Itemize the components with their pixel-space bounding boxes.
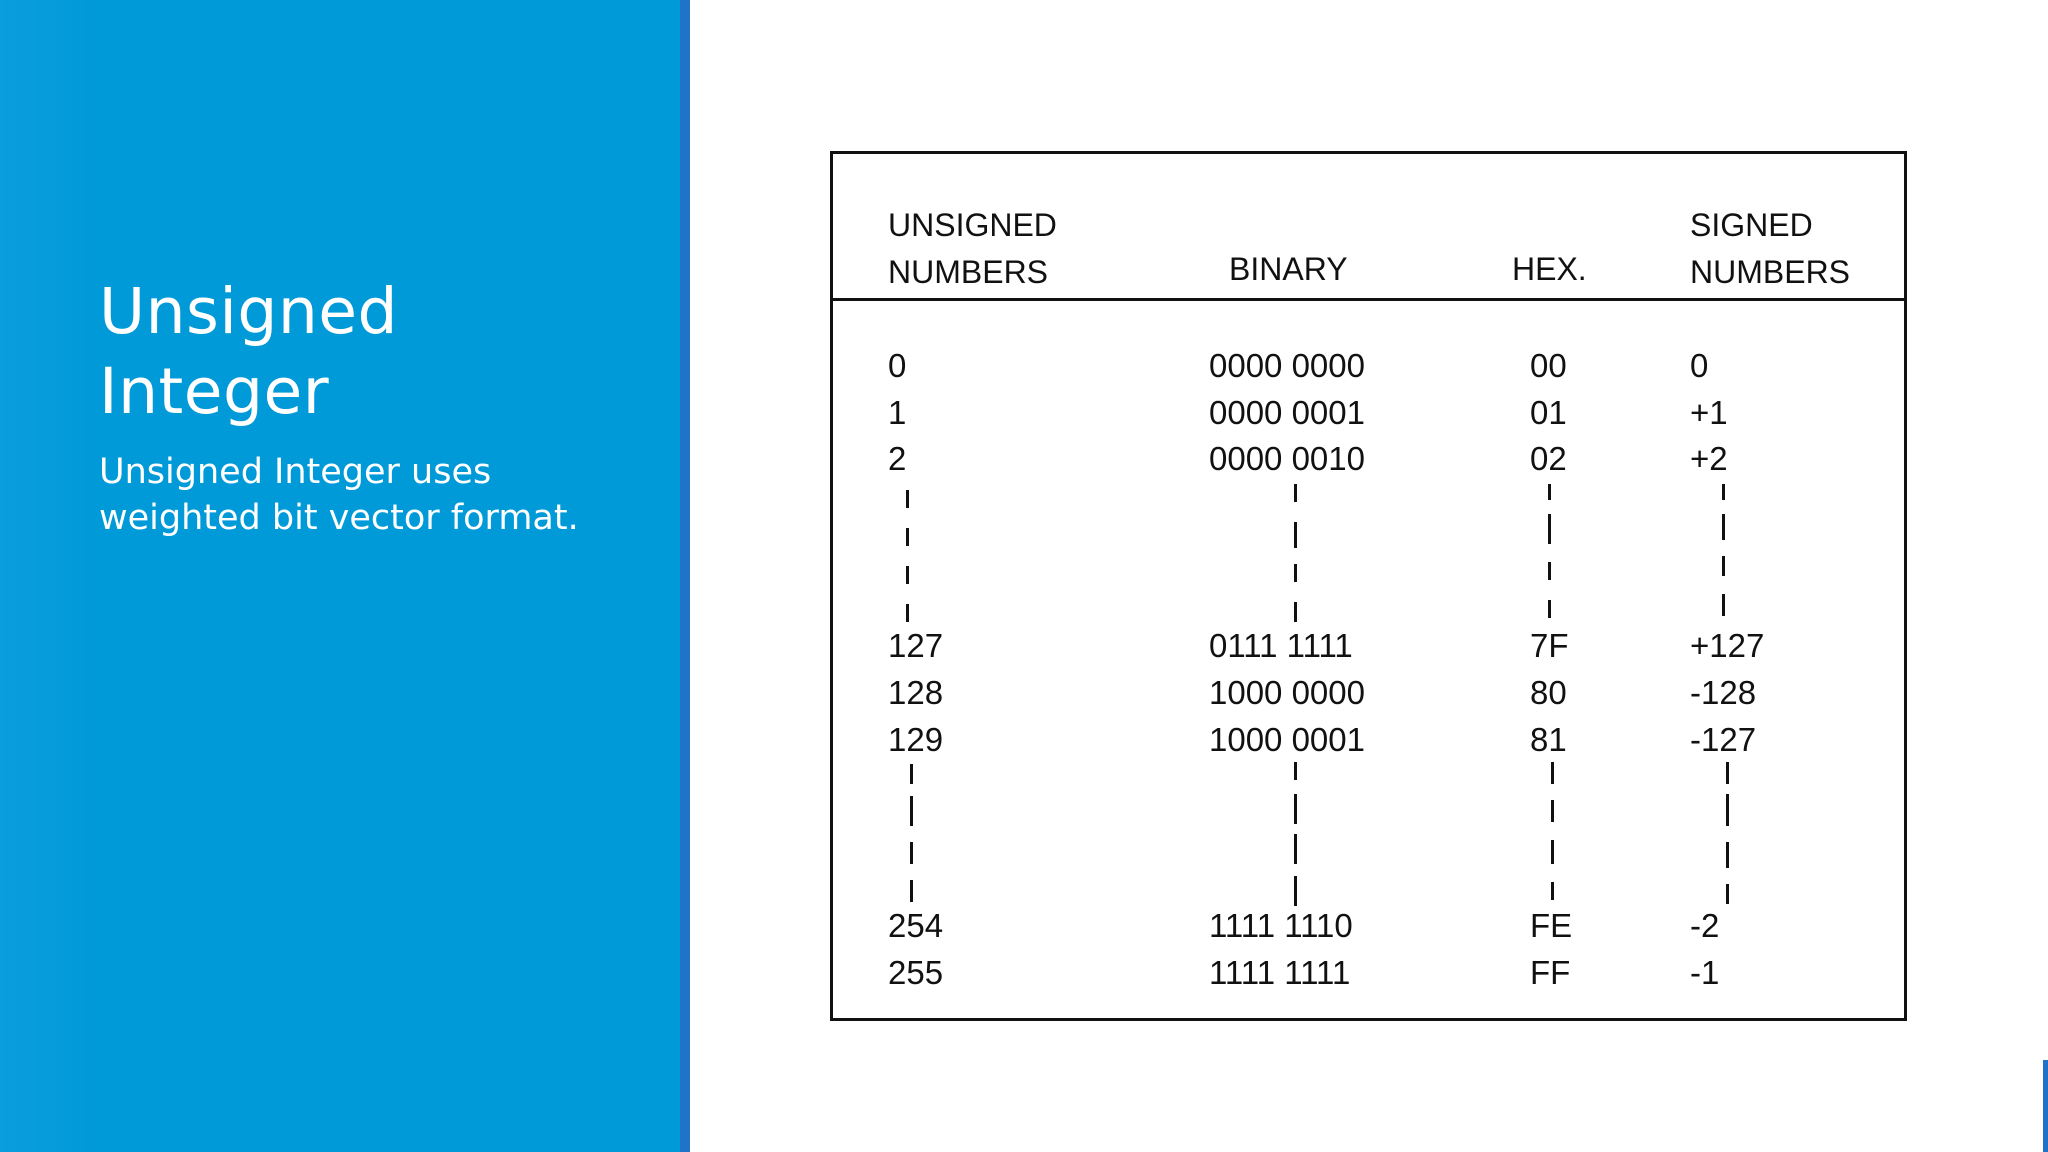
ellipsis-tick: [1551, 840, 1554, 864]
right-edge-accent: [2043, 1060, 2048, 1152]
cell-unsigned: 127: [888, 627, 944, 664]
ellipsis-tick: [906, 528, 909, 546]
slide-title: Unsigned Integer: [99, 275, 399, 428]
ellipsis-tick: [906, 604, 909, 622]
ellipsis-tick: [906, 566, 909, 584]
ellipsis-tick: [1551, 800, 1554, 822]
ellipsis-tick: [1722, 594, 1725, 616]
ellipsis-tick: [1726, 884, 1729, 904]
cell-unsigned: 129: [888, 721, 944, 758]
ellipsis-tick: [1726, 762, 1729, 784]
cell-unsigned: 255: [888, 954, 944, 991]
slide-body: Unsigned Integer uses weighted bit vector format.: [99, 452, 579, 538]
cell-binary: 0000 0000: [1209, 347, 1365, 384]
cell-binary: 1000 0000: [1209, 674, 1365, 711]
cell-hex: 80: [1530, 674, 1567, 711]
ellipsis-tick: [910, 842, 913, 864]
cell-hex: FF: [1530, 954, 1571, 991]
cell-signed: 0: [1690, 347, 1709, 384]
ellipsis-tick: [1294, 602, 1297, 622]
cell-hex: 00: [1530, 347, 1567, 384]
cell-unsigned: 128: [888, 674, 944, 711]
cell-binary: 0111 1111: [1209, 627, 1353, 664]
ellipsis-tick: [910, 764, 913, 784]
ellipsis-tick: [1294, 484, 1297, 502]
cell-hex: 81: [1530, 721, 1567, 758]
cell-unsigned: 1: [888, 394, 907, 431]
header-hex: HEX.: [1512, 251, 1587, 287]
ellipsis-tick: [1294, 564, 1297, 582]
cell-signed: -2: [1690, 907, 1720, 944]
cell-binary: 1111 1110: [1209, 907, 1353, 944]
cell-signed: +127: [1690, 627, 1765, 664]
cell-signed: -1: [1690, 954, 1720, 991]
ellipsis-tick: [1726, 842, 1729, 868]
header-divider: [830, 298, 1907, 301]
cell-hex: FE: [1530, 907, 1573, 944]
ellipsis-tick: [1548, 514, 1551, 544]
ellipsis-tick: [1551, 762, 1554, 784]
ellipsis-tick: [910, 880, 913, 902]
ellipsis-tick: [1294, 834, 1297, 864]
cell-signed: -127: [1690, 721, 1757, 758]
cell-binary: 1111 1111: [1209, 954, 1351, 991]
ellipsis-tick: [1551, 882, 1554, 900]
ellipsis-tick: [906, 490, 909, 508]
cell-hex: 7F: [1530, 627, 1569, 664]
ellipsis-tick: [1722, 484, 1725, 500]
ellipsis-tick: [1722, 514, 1725, 540]
cell-unsigned: 0: [888, 347, 907, 384]
ellipsis-tick: [1548, 484, 1551, 500]
header-signed-line2: NUMBERS: [1690, 254, 1851, 290]
ellipsis-tick: [1294, 522, 1297, 548]
cell-signed: +1: [1690, 394, 1728, 431]
ellipsis-tick: [1726, 794, 1729, 826]
sidebar-panel: [0, 0, 680, 1152]
cell-hex: 02: [1530, 440, 1567, 477]
sidebar-edge: [680, 0, 690, 1152]
ellipsis-tick: [1548, 600, 1551, 618]
cell-unsigned: 2: [888, 440, 907, 477]
header-unsigned-line2: NUMBERS: [888, 254, 1049, 290]
ellipsis-tick: [910, 796, 913, 826]
ellipsis-tick: [1548, 562, 1551, 580]
cell-signed: -128: [1690, 674, 1757, 711]
ellipsis-tick: [1294, 762, 1297, 780]
ellipsis-tick: [1722, 556, 1725, 576]
cell-binary: 0000 0010: [1209, 440, 1365, 477]
cell-binary: 1000 0001: [1209, 721, 1365, 758]
cell-binary: 0000 0001: [1209, 394, 1365, 431]
ellipsis-tick: [1294, 794, 1297, 824]
cell-hex: 01: [1530, 394, 1567, 431]
header-binary: BINARY: [1229, 251, 1348, 287]
cell-signed: +2: [1690, 440, 1728, 477]
header-unsigned-line1: UNSIGNED: [888, 207, 1057, 243]
header-signed-line1: SIGNED: [1690, 207, 1813, 243]
cell-unsigned: 254: [888, 907, 944, 944]
